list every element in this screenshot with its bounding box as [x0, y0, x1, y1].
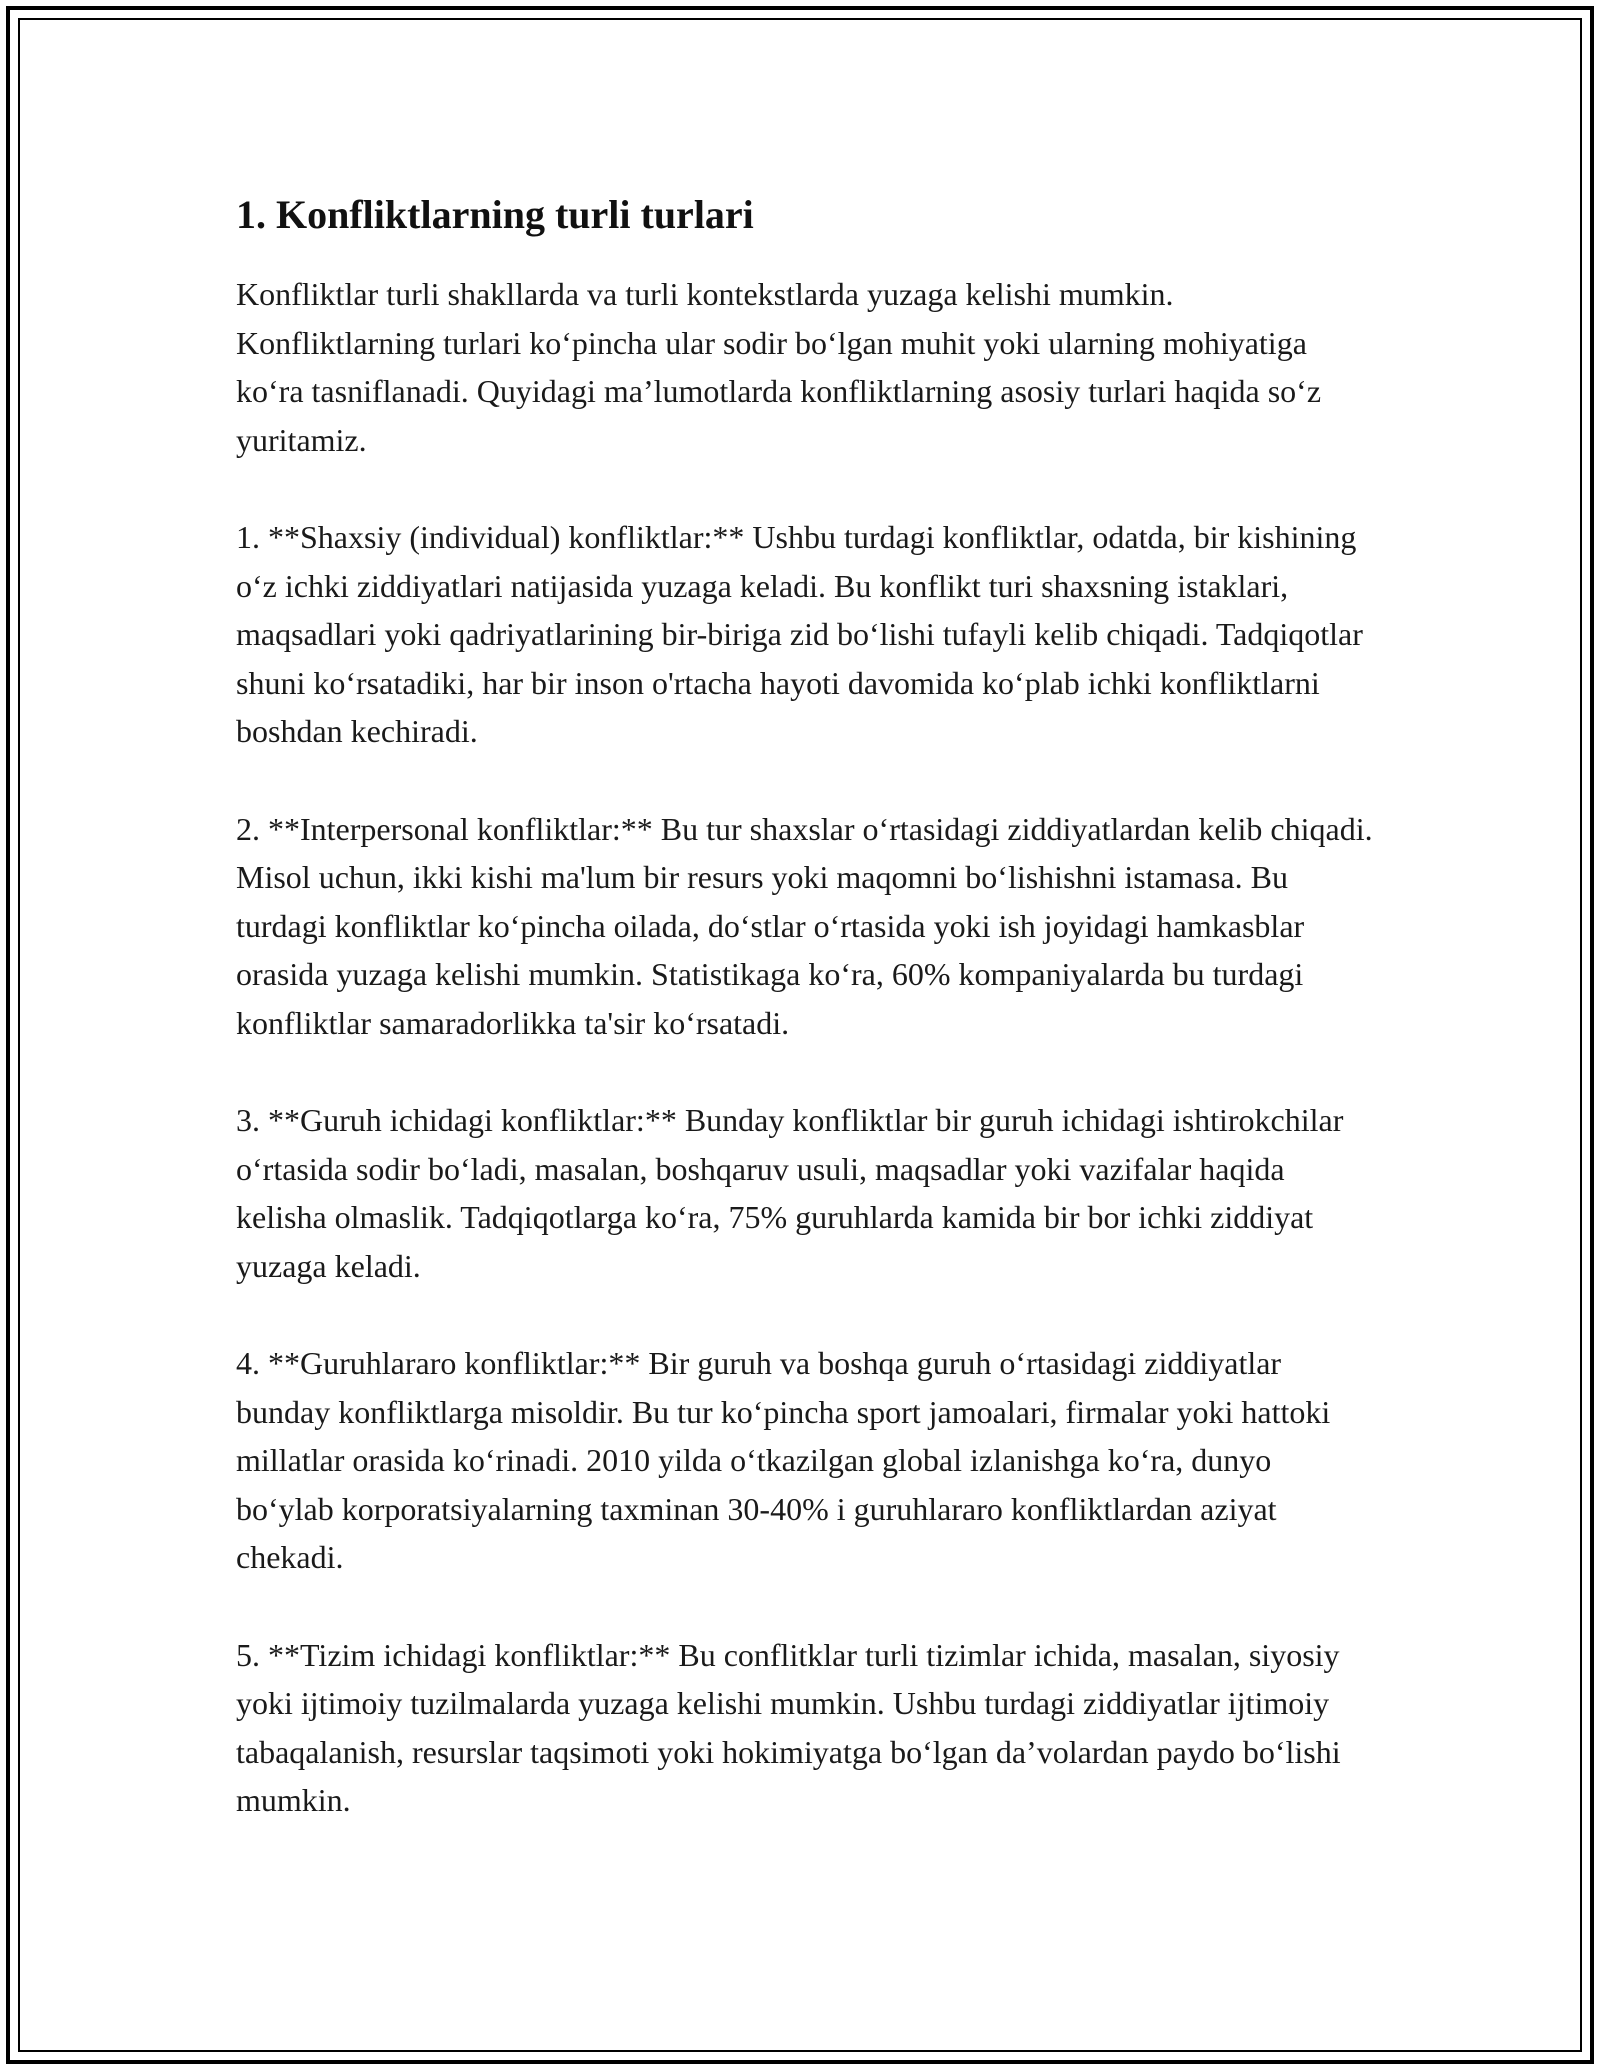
- paragraph-system-conflicts: 5. **Tizim ichidagi konfliktlar:** Bu conflitklar turli tizimlar ichida, masalan, siyosiy yoki ijtimoiy tuzilmalarda yuzaga kelishi mumkin. Ushbu turdagi ziddiyatlar ijtimoiy tabaqalanish, resurslar taqsimoti yoki hokimiyatga bo‘lgan da’volardan paydo bo‘lishi mumkin.: [236, 1636, 1341, 1818]
- intro-paragraph: Konfliktlar turli shakllarda va turli kontekstlarda yuzaga kelishi mumkin. Konfliktlarning turlari ko‘pincha ular sodir bo‘lgan muhit yoki ularning mohiyatiga ko‘ra tasniflanadi. Quyidagi ma’lumotlarda konfliktlarning asosiy turlari haqida so‘z yuritamiz.: [236, 276, 1322, 458]
- document-body: [236, 188, 1376, 1874]
- document-title: 1. Konfliktlarning turli turlari: [236, 192, 754, 237]
- paragraph-intragroup-conflicts: 3. **Guruh ichidagi konfliktlar:** Bunday konfliktlar bir guruh ichidagi ishtirokchilar o‘rtasida sodir bo‘ladi, masalan, boshqaruv usuli, maqsadlar yoki vazifalar haqida kelisha olmaslik. Tadqiqotlarga ko‘ra, 75% guruhlarda kamida bir bor ichki ziddiyat yuzaga keladi.: [236, 1102, 1344, 1284]
- paragraph-individual-conflicts: 1. **Shaxsiy (individual) konfliktlar:** Ushbu turdagi konfliktlar, odatda, bir kishining o‘z ichki ziddiyatlari natijasida yuzaga keladi. Bu konflikt turi shaxsning istaklari, maqsadlari yoki qadriyatlarining bir-biriga zid bo‘lishi tufayli kelib chiqadi. Tadqiqotlar shuni ko‘rsatadiki, har bir inson o'rtacha hayoti davomida ko‘plab ichki konfliktlarni boshdan kechiradi.: [236, 519, 1363, 749]
- paragraph-intergroup-conflicts: 4. **Guruhlararo konfliktlar:** Bir guruh va boshqa guruh o‘rtasidagi ziddiyatlar bunday konfliktlarga misoldir. Bu tur ko‘pincha sport jamoalari, firmalar yoki hattoki millatlar orasida ko‘rinadi. 2010 yilda o‘tkazilgan global izlanishga ko‘ra, dunyo bo‘ylab korporatsiyalarning taxminan 30-40% i guruhlararo konfliktlardan aziyat chekadi.: [236, 1345, 1331, 1575]
- paragraph-interpersonal-conflicts: 2. **Interpersonal konfliktlar:** Bu tur shaxslar o‘rtasidagi ziddiyatlardan kelib chiqadi. Misol uchun, ikki kishi ma'lum bir resurs yoki maqomni bo‘lishishni istamasa. Bu turdagi konfliktlar ko‘pincha oilada, do‘stlar o‘rtasida yoki ish joyidagi hamkasblar orasida yuzaga kelishi mumkin. Statistikaga ko‘ra, 60% kompaniyalarda bu turdagi konfliktlar samaradorlikka ta'sir ko‘rsatadi.: [236, 810, 1373, 1041]
